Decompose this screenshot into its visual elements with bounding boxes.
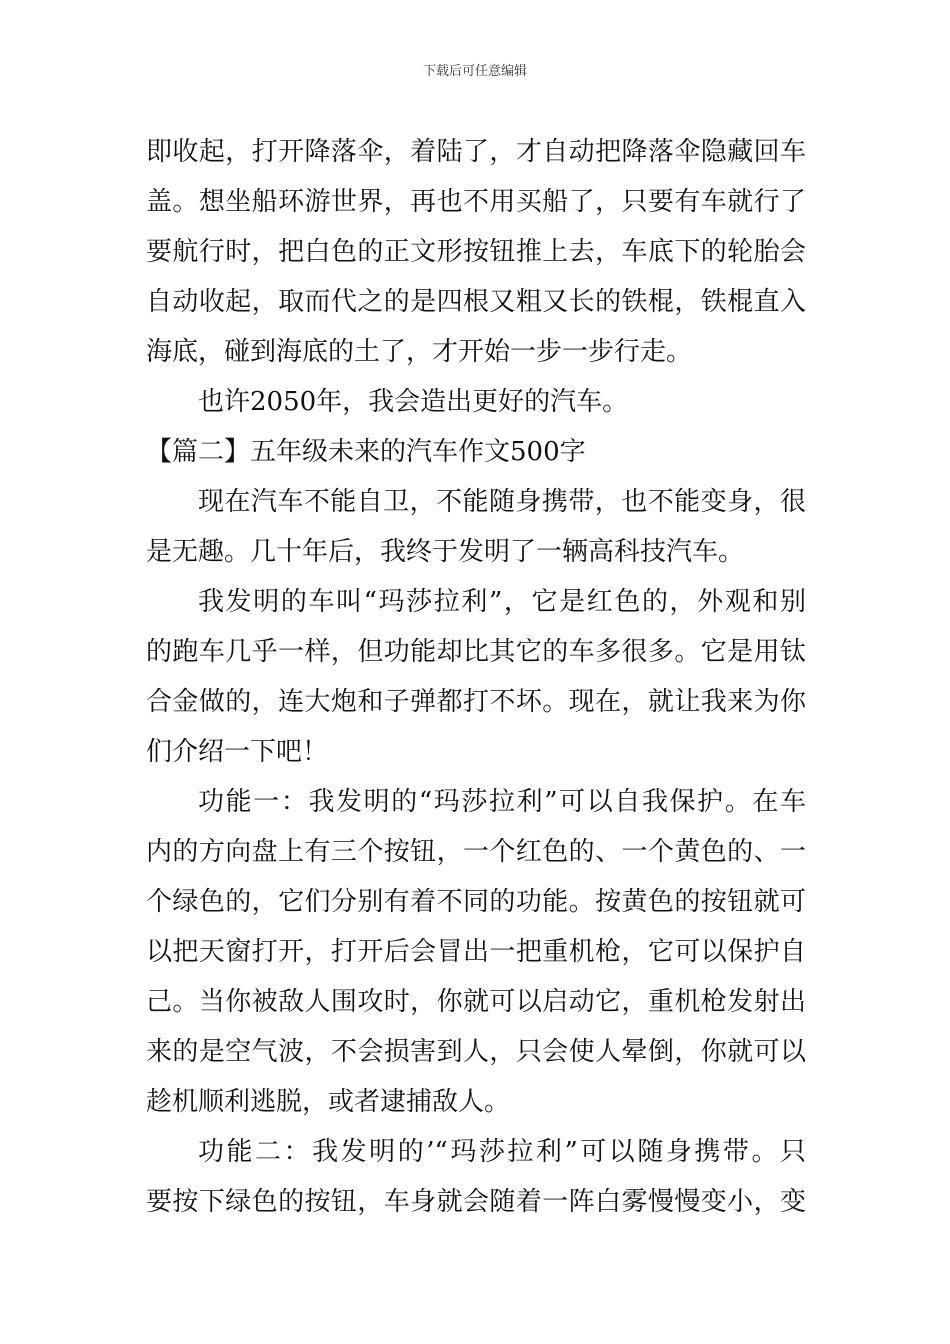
text-line: 个绿色的，它们分别有着不同的功能。按黄色的按钮就可 (146, 887, 806, 917)
text-line: 海底，碰到海底的土了，才开始一步一步行走。 (146, 337, 693, 367)
section-heading: 【篇二】五年级未来的汽车作文500字 (146, 437, 586, 467)
text-line: 功能二：我发明的’“玛莎拉利”可以随身携带。只 (198, 1137, 806, 1167)
text-line: 己。当你被敌人围攻时，你就可以启动它，重机枪发射出 (146, 987, 806, 1017)
text-line: 也许2050年，我会造出更好的汽车。 (198, 387, 629, 417)
text-line: 即收起，打开降落伞，着陆了，才自动把降落伞隐藏回车 (146, 137, 806, 167)
text-line: 是无趣。几十年后，我终于发明了一辆高科技汽车。 (146, 537, 745, 567)
document-body (146, 127, 806, 1227)
text-line: 自动收起，取而代之的是四根又粗又长的铁棍，铁棍直入 (146, 287, 806, 317)
text-line: 的跑车几乎一样，但功能却比其它的车多很多。它是用钛 (146, 637, 806, 667)
text-line: 来的是空气波，不会损害到人，只会使人晕倒，你就可以 (146, 1037, 806, 1067)
page-header: 下载后可任意编辑 (422, 64, 527, 79)
text-line: 现在汽车不能自卫，不能随身携带，也不能变身，很 (198, 487, 806, 517)
text-line: 盖。想坐船环游世界，再也不用买船了，只要有车就行了 (146, 187, 806, 217)
text-line: 以把天窗打开，打开后会冒出一把重机枪，它可以保护自 (146, 937, 806, 967)
text-line: 功能一：我发明的“玛莎拉利”可以自我保护。在车 (198, 787, 806, 817)
text-line: 内的方向盘上有三个按钮，一个红色的、一个黄色的、一 (146, 837, 806, 867)
text-line: 要航行时，把白色的正文形按钮推上去，车底下的轮胎会 (146, 237, 806, 267)
text-line: 要按下绿色的按钮，车身就会随着一阵白雾慢慢变小，变 (146, 1187, 806, 1217)
text-line: 趁机顺利逃脱，或者逮捕敌人。 (146, 1087, 511, 1117)
text-line: 们介绍一下吧！ (146, 737, 329, 767)
text-line: 合金做的，连大炮和子弹都打不坏。现在，就让我来为你 (146, 687, 806, 717)
text-line: 我发明的车叫“玛莎拉利”，它是红色的，外观和别 (198, 587, 806, 617)
